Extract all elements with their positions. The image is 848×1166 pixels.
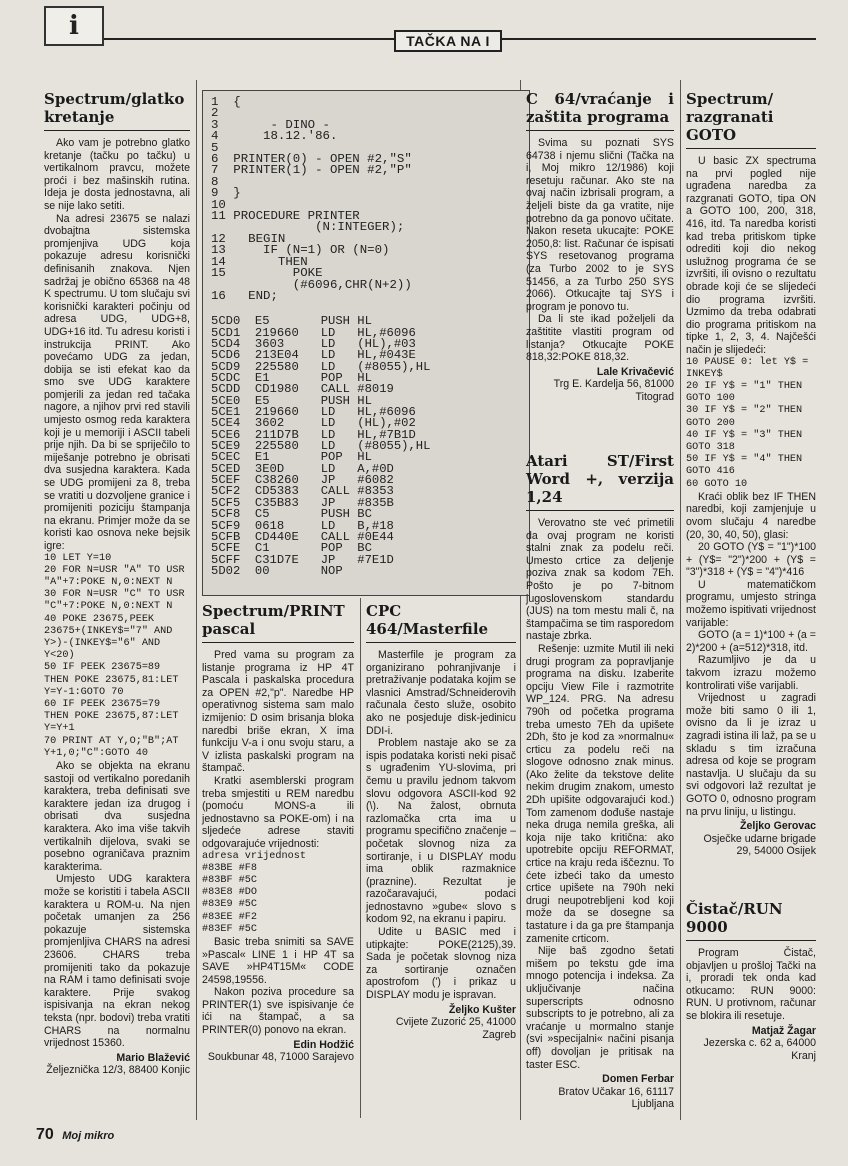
table-row: #83EE #F2 bbox=[202, 911, 258, 923]
author-name: Edin Hodžić bbox=[293, 1038, 354, 1051]
code-line: 70 PRINT AT Y,O;"B";AT Y+1,0;"C":GOTO 40 bbox=[44, 735, 179, 759]
code-line: 40 POKE 23675,PEEK 23675+(INKEY$="7" AND Y>)-(INKEY$="6" AND Y<20) bbox=[44, 613, 173, 662]
code-line: 60 IF PEEK 23675=79 THEN POKE 23675,87:LET Y=Y+1 bbox=[44, 699, 179, 735]
basic-code bbox=[686, 357, 816, 491]
code-line: 10 PAUSE 0: let Y$ = INKEY$ bbox=[686, 356, 809, 380]
paragraph: Problem nastaje ako se za ispis podataka koristi neki pisač s ugrađenim YU-slovima, pri čemu u pravilu jednom takvom slovu odgovora ASCII-kod 92 (\). Na žalost, obrnuta razlomačka crta ima u programu specifično značenje – početak slovnog niza za sortiranje, i u DISPLAY modu ima oblik razmaknice (praznine). Rezultat je razočaravajući, podaci jednostavno »gube« slovo s kodom 92, na ekranu i papiru. bbox=[366, 737, 516, 926]
author-name: Mario Blažević bbox=[116, 1051, 190, 1064]
author-name: Željko Gerovac bbox=[740, 820, 816, 833]
paragraph: Umjesto UDG karaktera može se koristiti i tabela ASCII karaktera u ROM-u. Na njen početak umanjen za 256 pokazuje sistemska promjenljiva CHARS na adresi 23606. CHARS treba promijeniti tako da pokazuje na RAM i tamo definisati svoje karaktere. Prije svakog ispisivanja na ekran nekog teksta (npr. bodovi) treba vratiti CHARS na normalnu vrijednost 15360. bbox=[44, 873, 190, 1050]
pascal-listing: 1 { 2 3 - DINO - 4 18.12.'86. 5 6 PRINTER(0) - OPEN #2,"S" 7 PRINTER(1) - OPEN #2,"P" 8 9 } 10 11 PROCEDURE PRINTER (N:INTEGER); 12 BEGIN 13 IF (N=1) OR (N=0) 14 THEN 15 POKE (#6096,CHR(N+2)) 16 END; bbox=[211, 95, 412, 303]
assembler-listing: 5CD0 E5 PUSH HL 5CD1 219660 LD HL,#6096 5CD4 3603 LD (HL),#03 5CD6 213E04 LD HL,#043E 5CD9 225580 LD (#8055),HL 5CDC E1 POP HL 5CDD CD1980 CALL #8019 5CE0 E5 PUSH HL 5CE1 219660 LD HL,#6096 5CE4 3602 LD (HL),#02 5CE6 211D7B LD HL,#7B1D 5CE9 225580 LD (#8055),HL 5CEC E1 POP HL 5CED 3E0D LD A,#0D 5CEF C38260 JP #6082 5CF2 CD5383 CALL #8353 5CF5 C35B83 JP #835B 5CF8 C5 PUSH BC 5CF9 0618 LD B,#18 5CFB CD440E CALL #0E44 5CFE C1 POP BC 5CFF C31D7E JP #7E1D 5D02 00 NOP bbox=[211, 314, 431, 578]
address-table bbox=[202, 851, 354, 936]
author-address: Soukbunar 48, 71000 Sarajevo bbox=[207, 1051, 354, 1064]
article-title: CPC 464/Masterfile bbox=[366, 602, 516, 643]
article-title: Spectrum/ razgranati GOTO bbox=[686, 90, 816, 149]
table-row: #83E8 #DO bbox=[202, 887, 258, 899]
table-row: #83BE #F8 bbox=[202, 862, 258, 874]
author-address: Željeznička 12/3, 88400 Konjic bbox=[46, 1064, 190, 1077]
code-line: 60 GOTO 10 bbox=[686, 478, 748, 490]
paragraph: Rešenje: uzmite Mutil ili neki drugi program za popravljanje programa na disku. Izaberite opciju View File i razmotrite WP_124. PRG. Na adresu 790h od početka programa treba umesto 7Eh da upišete 2Dh, što je kod za »normalnu« crticu za podelu reči na slogove odnosno znak minus. (Ako želite da tekstove delite nekim drugim znakom, umesto 2Dh upišite odgovarajući kod.) Tom zamenom dođuše nastaje neka druga nemila greška, ali koja nije tako kritična: ako upotrebite opciju REFORMAT, crtice na kraju reda iščeznu. To ćete izbeći tako da umesto crtice upišete na 790h neki drugi neupotrebljeni kod koji može da se dosegne sa tastature i da ga pre štampanja zamenite crticom. bbox=[526, 642, 674, 945]
author-name: Matjaž Žagar bbox=[751, 1024, 816, 1037]
article-title: Atari ST/First Word +, verzija 1,24 bbox=[526, 452, 674, 511]
article-cistac bbox=[686, 900, 816, 1062]
column-divider bbox=[196, 80, 197, 1120]
author-address: Bratov Učakar 16, 61117 Ljubljana bbox=[558, 1085, 674, 1111]
paragraph: Svima su poznati SYS 64738 i njemu slični (Tačka na i, Moj mikro 12/1986) koji resetuju računar. Ako ste na ovaj način izbrisali program, a željeli biste da ga vratite, nije potrebno da ga ponovo učitate. Nakon reseta ukucajte: POKE 2050,8: list. Računar će ispisati SYS resetovanog programa (za Turbo 2002 to je SYS 51456, a za Turbo 250 SYS 2066). Otkucajte taj SYS i program je ponovo tu. bbox=[526, 137, 674, 313]
paragraph: Udite u BASIC med i utipkajte: POKE(2125),39. Sada je početak slovnog niza za sortiranje označen apostrofom (') i prikaz u DISPLAY modu je ispravan. bbox=[366, 926, 516, 1002]
paragraph: Razumljivo je da u takvom izrazu možemo kontrolirati više varijabli. bbox=[686, 654, 816, 692]
code-line: 30 FOR N=USR "C" TO USR "C"+7:POKE N,0:NEXT N bbox=[44, 589, 185, 613]
code-line: 40 IF Y$ = "3" THEN GOTO 318 bbox=[686, 429, 803, 453]
author-address: Cvijete Zuzorić 25, 41000 Zagreb bbox=[395, 1016, 516, 1041]
paragraph: Ako se objekta na ekranu sastoji od vertikalno poredanih karaktera, treba definisati sve karaktere jedan iza drugog i obrisati dva susjedna karaktera. Ako ima više takvih vertikalnih dijelova, svaki se posebno ograničava praznim karakterima. bbox=[44, 760, 190, 873]
paragraph: Program Čistač, objavljen u prošloj Tački na i, proradi tek onda kad otkucamo: RUN 9000: RUN. U protivnom, računar se blokira ili resetuje. bbox=[686, 947, 816, 1022]
table-row: #83BF #5C bbox=[202, 874, 258, 886]
author-name: Lale Krivačević bbox=[596, 365, 674, 378]
section-tag: TAČKA NA I bbox=[394, 30, 502, 52]
author-address: Trg E. Kardelja 56, 81000 Titograd bbox=[553, 378, 674, 403]
author-name: Željko Kušter bbox=[448, 1003, 516, 1016]
paragraph: Ako vam je potrebno glatko kretanje (tačku po tačku) u vertikalnom pravcu, možete proći i bez mašinskih rutina. Ideja je dosta jednostavna, ali se nije lako setiti. bbox=[44, 137, 190, 212]
article-spectrum-goto bbox=[686, 90, 816, 858]
code-line: 30 IF Y$ = "2" THEN GOTO 200 bbox=[686, 405, 803, 429]
magazine-name: Moj mikro bbox=[62, 1130, 115, 1142]
column-divider bbox=[680, 80, 681, 1120]
paragraph: Kraći oblik bez IF THEN naredbi, koji zamjenjuje u ovom slučaju 4 naredbe (20, 30, 40, 50), glasi: bbox=[686, 490, 816, 541]
paragraph: Pred vama su program za listanje programa iz HP 4T Pascala i paskalska procedura za OPEN #2,"p". Naredbe HP operativnog sistema sam malo izmijenio: D osim brisanja bloka naredbi briše ekran, X ima funkciju V-a i onu svoju staru, a V izlista paskalski program na štampač. bbox=[202, 649, 354, 775]
paragraph: GOTO (a = 1)*100 + (a = 2)*200 + (a=512)*318, itd. bbox=[686, 629, 816, 654]
code-line: 50 IF Y$ = "4" THEN GOTO 416 bbox=[686, 454, 803, 478]
page-number: 70 bbox=[36, 1126, 54, 1143]
paragraph: U matematičkom programu, umjesto stringa možemo ispitivati vrijednost varijable: bbox=[686, 578, 816, 629]
page-footer bbox=[36, 1126, 114, 1144]
author-address: Osječke udarne brigade 29, 54000 Osijek bbox=[703, 832, 816, 858]
paragraph: Kratki asemblerski program treba smjestiti u REM naredbu (pomoću MONS-a ili jednostavno sa POKE-om) i na sljedeće adrese staviti odgovarajuće vrijednosti: bbox=[202, 774, 354, 850]
article-title: Čistač/RUN 9000 bbox=[686, 900, 816, 941]
column-divider bbox=[360, 598, 361, 1118]
article-spectrum-glatko bbox=[44, 90, 190, 1077]
article-cpc-masterfile bbox=[366, 602, 516, 1041]
code-line: 50 IF PEEK 23675=89 THEN POKE 23675,81:LET Y=Y-1:GOTO 70 bbox=[44, 662, 179, 698]
author-name: Domen Ferbar bbox=[602, 1073, 674, 1086]
paragraph: Verovatno ste već primetili da ovaj program ne koristi stalni znak za podelu reči. Umesto crtice za deljenje poziva znak sa kodom 7Eh. Pošto je po 7-bitnom jugoslovenskom standardu (JUS) na tom mestu mali č, na štampačima se tim rasporedom nastaje zbrka. bbox=[526, 517, 674, 643]
article-title: Spectrum/PRINT pascal bbox=[202, 602, 354, 643]
section-logo-icon: i bbox=[44, 6, 104, 46]
author-address: Jezerska c. 62 a, 64000 Kranj bbox=[703, 1037, 816, 1062]
table-row: #83EF #5C bbox=[202, 923, 258, 935]
paragraph: Basic treba snimiti sa SAVE »Pascal« LINE 1 i HP 4T sa SAVE »HP4T15M« CODE 24598,19556. bbox=[202, 935, 354, 986]
code-line: 10 LET Y=10 bbox=[44, 552, 112, 564]
table-row: #83E9 #5C bbox=[202, 899, 258, 911]
program-listing bbox=[202, 90, 530, 596]
paragraph: Da li ste ikad poželjeli da zaštitite vlastiti program od listanja? Otkucajte POKE 818,32:POKE 818,32. bbox=[526, 313, 674, 364]
article-spectrum-print bbox=[202, 602, 354, 1064]
basic-code bbox=[44, 553, 190, 760]
paragraph: U basic ZX spectruma na prvi pogled nije ugrađena naredba za razgranati GOTO, tipa ON a GOTO 100, 200, 318, 416, itd. Ta naredba koristi kad treba pritiskom tipke odrediti koji dio nekog uslužnog programa će se izvršiti, ili ovisno o rezultatu obrade koji će se slijedeći dio programa izvršiti. Uzmimo da treba odabrati dio programa pritiskom na tipke 1, 2, 3, 4. Najčešći način je slijedeći: bbox=[686, 155, 816, 356]
paragraph: Vrijednost u zagradi može biti samo 0 ili 1, ovisno da li je izraz u zagradi istina ili laž, pa se u skladu s tim izračuna adresa od koje se program nastavlja. U slučaju da su svi odgovori laž rezultat je GOTO 0, odnosno program na prvu liniju, u listingu. bbox=[686, 692, 816, 818]
code-line: 20 IF Y$ = "1" THEN GOTO 100 bbox=[686, 380, 803, 405]
article-title: Spectrum/glatko kretanje bbox=[44, 90, 190, 131]
paragraph: Na adresi 23675 se nalazi dvobajtna sistemska promjenjiva UDG koja pokazuje adresu korisnički definisanih znakova. Njen sadržaj je obično 65368 na 48 K spectrumu. U tom slučaju svi korisnički karakteri počinju od adresa UDG, UDG+8, UDG+16 itd. Tu adresu koristi i instrukcija PRINT. Ako povećamo UDG za jedan, dobija se isti efekat kao da smo sve UDG karaktere pomjerili za jedan red tačaka nagore, a njihov prvi red stavili umjesto osmog reda karaktera koji je u memoriji i ASCII tabeli prije njih. Da bi se spriječilo to miješanje potrebno je obrisati dva susjedna karaktera. Kada se UDG promijeni za 8, treba se vratiti u dozvoljene granice i promijeniti poziciju štampanja na ekranu. Primjer može da se koristi kao osnova neke bejsik igre: bbox=[44, 212, 190, 552]
paragraph: Nije baš zgodno šetati mišem po tekstu gde ima mnogo potencija i indeksa. Za uključivanje načina superscripts odnosno subscripts to je potrebno, ali za vraćanje u mormalno stanje (svi »specijalni« načini pisanja off) dovoljan je pritisak na taster ESC. bbox=[526, 945, 674, 1071]
article-title: C 64/vraćanje i zaštita programa bbox=[526, 90, 674, 131]
code-line: 20 FOR N=USR "A" TO USR "A"+7:POKE N,0:NEXT N bbox=[44, 564, 185, 588]
article-atari-st bbox=[526, 452, 674, 1111]
paragraph: Masterfile je program za organizirano pohranjivanje i pretraživanje podataka kojim se vlasnici Amstrad/Schneiderovih računala često služe, osobito ako ne posjeduje disk-jedinicu DDI-i. bbox=[366, 649, 516, 737]
paragraph: 20 GOTO (Y$ = "1")*100 + (Y$= "2")*200 + (Y$ = "3")*318 + (Y$ = "4")*416 bbox=[686, 541, 816, 579]
article-c64 bbox=[526, 90, 674, 403]
paragraph: Nakon poziva procedure sa PRINTER(1) sve ispisivanje će ići na štampač, a sa PRINTER(0) ponovo na ekran. bbox=[202, 986, 354, 1037]
table-header: adresa vrijednost bbox=[202, 850, 306, 862]
